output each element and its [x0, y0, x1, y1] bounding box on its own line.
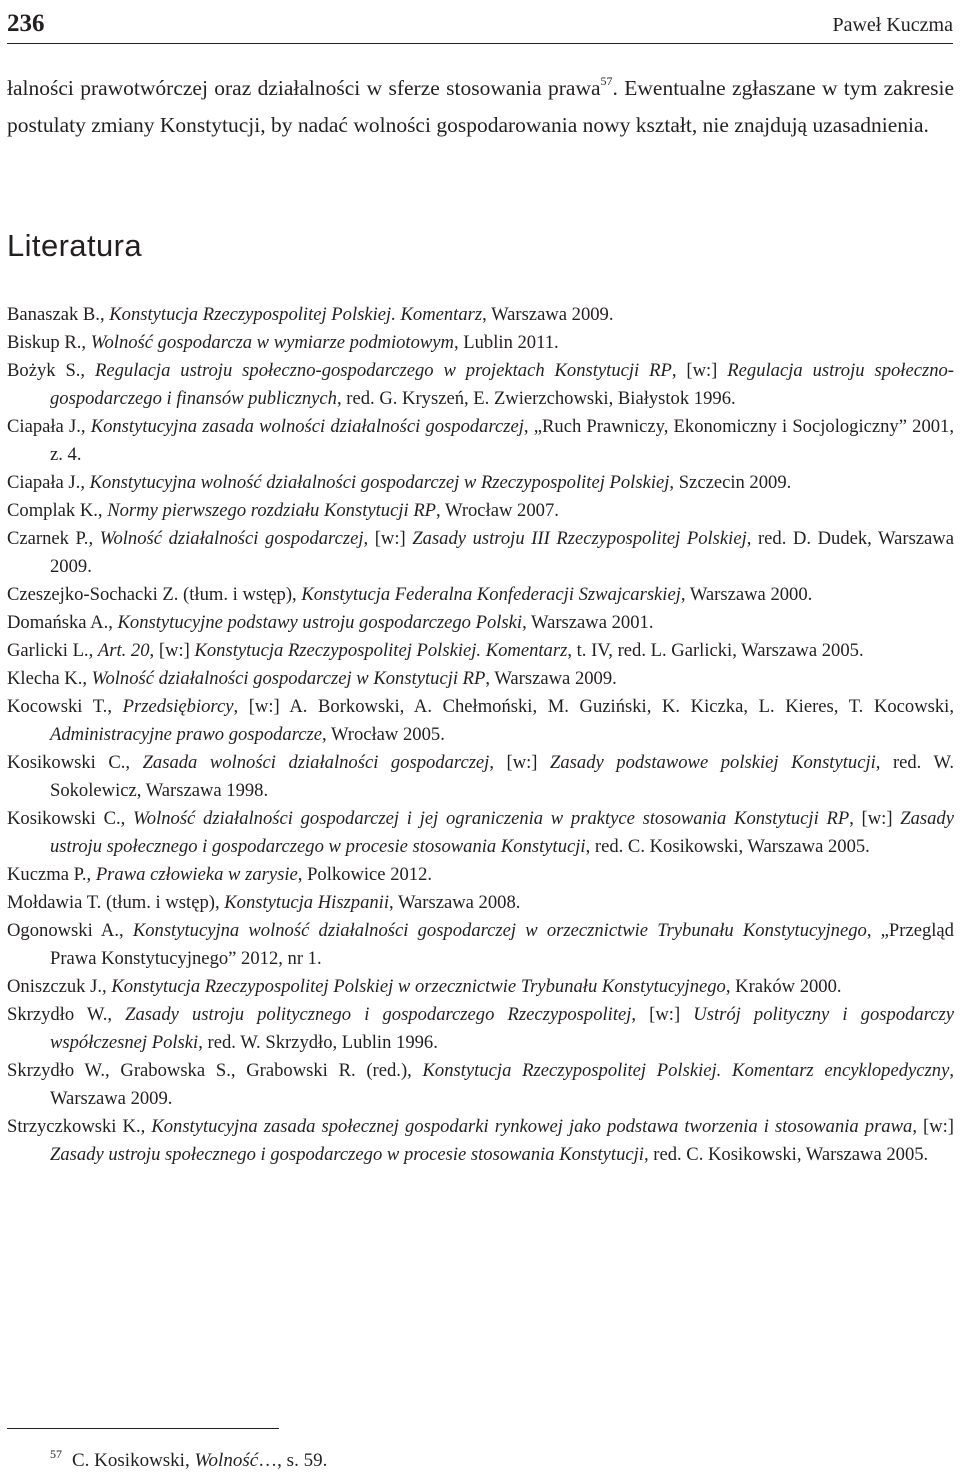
entry-text: , Warszawa 2009.: [50, 1060, 954, 1109]
bibliography-entry: [7, 469, 954, 497]
entry-text: , red. W. Skrzydło, Lublin 1996.: [198, 1032, 438, 1053]
entry-text: , red. W. Sokolewicz, Warszawa 1998.: [50, 752, 955, 801]
entry-text: Ogonowski A.,: [7, 920, 133, 941]
bibliography-entry: [7, 581, 954, 609]
footnote: [50, 1449, 327, 1473]
entry-text: Kuczma P.,: [7, 864, 96, 885]
entry-title: Wolność działalności gospodarczej w Konstytucji RP: [91, 668, 486, 689]
entry-text: , [w:]: [912, 1116, 955, 1137]
entry-text: , Warszawa 2009.: [485, 668, 617, 689]
entry-text: Ciapała J.,: [7, 472, 90, 493]
entry-title: Regulacja ustroju społeczno-gospodarczego w projektach Konstytucji RP: [94, 360, 672, 381]
running-head-author: Paweł Kuczma: [832, 14, 953, 36]
bibliography-entry: [7, 973, 954, 1001]
entry-text: Bożyk S.,: [7, 360, 95, 381]
footnote-rule: [7, 1428, 279, 1429]
intro-text-start: łalności prawotwórczej oraz działalności w sferze stosowania prawa: [7, 76, 601, 100]
entry-text: Kosikowski C.,: [7, 752, 143, 773]
entry-title: Regulacja ustroju społeczno-gospodarczego i finansów publicznych: [50, 360, 954, 409]
entry-text: , [w:]: [631, 1004, 694, 1025]
entry-text: Czarnek P.,: [7, 528, 100, 549]
entry-title: Konstytucja Rzeczypospolitej Polskiej w orzecznictwie Trybunału Konstytucyjnego: [111, 976, 726, 997]
entry-title: Normy pierwszego rozdziału Konstytucji RP: [107, 500, 437, 521]
entry-title: Zasady ustroju III Rzeczypospolitej Polskiej: [412, 528, 747, 549]
bibliography-entry: [7, 525, 954, 581]
entry-text: Banaszak B.,: [7, 304, 110, 325]
entry-title: Przedsiębiorcy: [122, 696, 234, 717]
footnote-rest: …, s. 59.: [258, 1450, 328, 1471]
bibliography-entry: [7, 749, 954, 805]
entry-title: Zasady ustroju społecznego i gospodarczego w procesie stosowania Konstytucji: [50, 1144, 644, 1165]
bibliography-entry: [7, 917, 954, 973]
entry-text: , [w:]: [149, 640, 195, 661]
entry-text: , Warszawa 2009.: [482, 304, 614, 325]
bibliography-list: [7, 301, 954, 1169]
entry-text: Garlicki L.,: [7, 640, 98, 661]
entry-text: Skrzydło W.,: [7, 1004, 126, 1025]
entry-text: , Warszawa 2000.: [680, 584, 813, 605]
entry-title: Konstytucja Hiszpanii: [224, 892, 390, 913]
bibliography-entry: [7, 637, 954, 665]
bibliography-entry: [7, 301, 954, 329]
entry-title: Art. 20: [97, 640, 150, 661]
entry-title: Prawa człowieka w zarysie: [95, 864, 298, 885]
bibliography-entry: [7, 329, 954, 357]
entry-text: Complak K.,: [7, 500, 108, 521]
bibliography-entry: [7, 805, 954, 861]
entry-title: Konstytucja Rzeczypospolitej Polskiej. Komentarz: [109, 304, 483, 325]
entry-text: , red. C. Kosikowski, Warszawa 2005.: [643, 1144, 929, 1165]
entry-text: , [w:]: [363, 528, 413, 549]
entry-text: , Szczecin 2009.: [669, 472, 792, 493]
bibliography-entry: [7, 413, 954, 469]
entry-title: Ustrój polityczny i gospodarczy współczesnej Polski: [50, 1004, 954, 1053]
bibliography-entry: [7, 693, 954, 749]
entry-text: , Lublin 2011.: [453, 332, 559, 353]
entry-text: , Wrocław 2007.: [436, 500, 559, 521]
entry-title: Zasady podstawowe polskiej Konstytucji: [550, 752, 876, 773]
entry-title: Konstytucyjne podstawy ustroju gospodarczego Polski: [117, 612, 523, 633]
entry-title: Wolność gospodarcza w wymiarze podmiotowym: [90, 332, 454, 353]
entry-text: Kocowski T.,: [7, 696, 123, 717]
header-rule: [7, 43, 953, 44]
entry-title: Konstytucyjna zasada wolności działalności gospodarczej: [90, 416, 524, 437]
entry-text: , red. C. Kosikowski, Warszawa 2005.: [585, 836, 870, 857]
page-header: [7, 0, 953, 40]
entry-title: Konstytucja Rzeczypospolitej Polskiej. Komentarz: [194, 640, 568, 661]
entry-text: , Polkowice 2012.: [297, 864, 433, 885]
entry-text: Domańska A.,: [7, 612, 118, 633]
entry-title: Wolność działalności gospodarczej i jej ograniczenia w praktyce stosowania Konstytucji RP: [132, 808, 850, 829]
entry-text: , „Przegląd Prawa Konstytucyjnego” 2012, nr 1.: [50, 920, 954, 969]
page-number: 236: [7, 10, 45, 37]
entry-title: Zasady ustroju politycznego i gospodarczego Rzeczypospolitej: [125, 1004, 632, 1025]
entry-text: , Warszawa 2008.: [389, 892, 521, 913]
entry-text: , Kraków 2000.: [725, 976, 842, 997]
bibliography-entry: [7, 497, 954, 525]
intro-paragraph: [7, 70, 954, 144]
intro-text-end: . Ewentualne zgłaszane w tym zakresie postulaty zmiany Konstytucji, by nadać wolności gospodarowania nowy kształt, nie znajdują uzasadnienia.: [7, 76, 954, 137]
entry-text: , „Ruch Prawniczy, Ekonomiczny i Socjologiczny” 2001, z. 4.: [50, 416, 954, 465]
bibliography-entry: [7, 609, 954, 637]
entry-text: Skrzydło W., Grabowska S., Grabowski R. (red.),: [7, 1060, 423, 1081]
footnote-title: Wolność: [194, 1450, 259, 1471]
entry-title: Konstytucyjna wolność działalności gospodarczej w orzecznictwie Trybunału Konstytucyjnego: [132, 920, 867, 941]
entry-text: Czeszejko-Sochacki Z. (tłum. i wstęp),: [7, 584, 302, 605]
entry-text: Ciapała J.,: [7, 416, 91, 437]
entry-text: Mołdawia T. (tłum. i wstęp),: [7, 892, 225, 913]
bibliography-entry: [7, 1113, 954, 1169]
entry-title: Konstytucja Rzeczypospolitej Polskiej. Komentarz encyklopedyczny: [422, 1060, 950, 1081]
footnote-author: C. Kosikowski,: [72, 1450, 195, 1471]
bibliography-entry: [7, 861, 954, 889]
entry-text: , [w:]: [849, 808, 901, 829]
entry-text: , red. G. Kryszeń, E. Zwierzchowski, Białystok 1996.: [336, 388, 736, 409]
entry-title: Administracyjne prawo gospodarcze: [50, 724, 322, 745]
entry-text: , red. D. Dudek, Warszawa 2009.: [50, 528, 954, 577]
bibliography-entry: [7, 1001, 954, 1057]
footnote-number: 57: [50, 1447, 62, 1461]
bibliography-entry: [7, 665, 954, 693]
entry-text: , Warszawa 2001.: [522, 612, 654, 633]
entry-text: , [w:]: [489, 752, 551, 773]
entry-text: , [w:]: [671, 360, 728, 381]
entry-text: Biskup R.,: [7, 332, 91, 353]
entry-title: Wolność działalności gospodarczej: [99, 528, 364, 549]
entry-title: Konstytucja Federalna Konfederacji Szwajcarskiej: [301, 584, 681, 605]
entry-text: , [w:] A. Borkowski, A. Chełmoński, M. Guziński, K. Kiczka, L. Kieres, T. Kocowski,: [233, 696, 954, 717]
entry-title: Zasady ustroju społecznego i gospodarczego w procesie stosowania Konstytucji: [50, 808, 954, 857]
entry-title: Konstytucyjna zasada społecznej gospodarki rynkowej jako podstawa tworzenia i stosowania prawa: [151, 1116, 913, 1137]
entry-text: Kosikowski C.,: [7, 808, 133, 829]
entry-text: Strzyczkowski K.,: [7, 1116, 152, 1137]
entry-text: , t. IV, red. L. Garlicki, Warszawa 2005.: [567, 640, 864, 661]
entry-text: Oniszczuk J.,: [7, 976, 112, 997]
bibliography-entry: [7, 889, 954, 917]
entry-text: Klecha K.,: [7, 668, 92, 689]
footnote-reference[interactable]: 57: [600, 74, 613, 88]
entry-text: , Wrocław 2005.: [322, 724, 445, 745]
bibliography-entry: [7, 1057, 954, 1113]
section-title: Literatura: [7, 228, 142, 263]
entry-title: Zasada wolności działalności gospodarczej: [142, 752, 490, 773]
bibliography-entry: [7, 357, 954, 413]
entry-title: Konstytucyjna wolność działalności gospodarczej w Rzeczypospolitej Polskiej: [89, 472, 670, 493]
